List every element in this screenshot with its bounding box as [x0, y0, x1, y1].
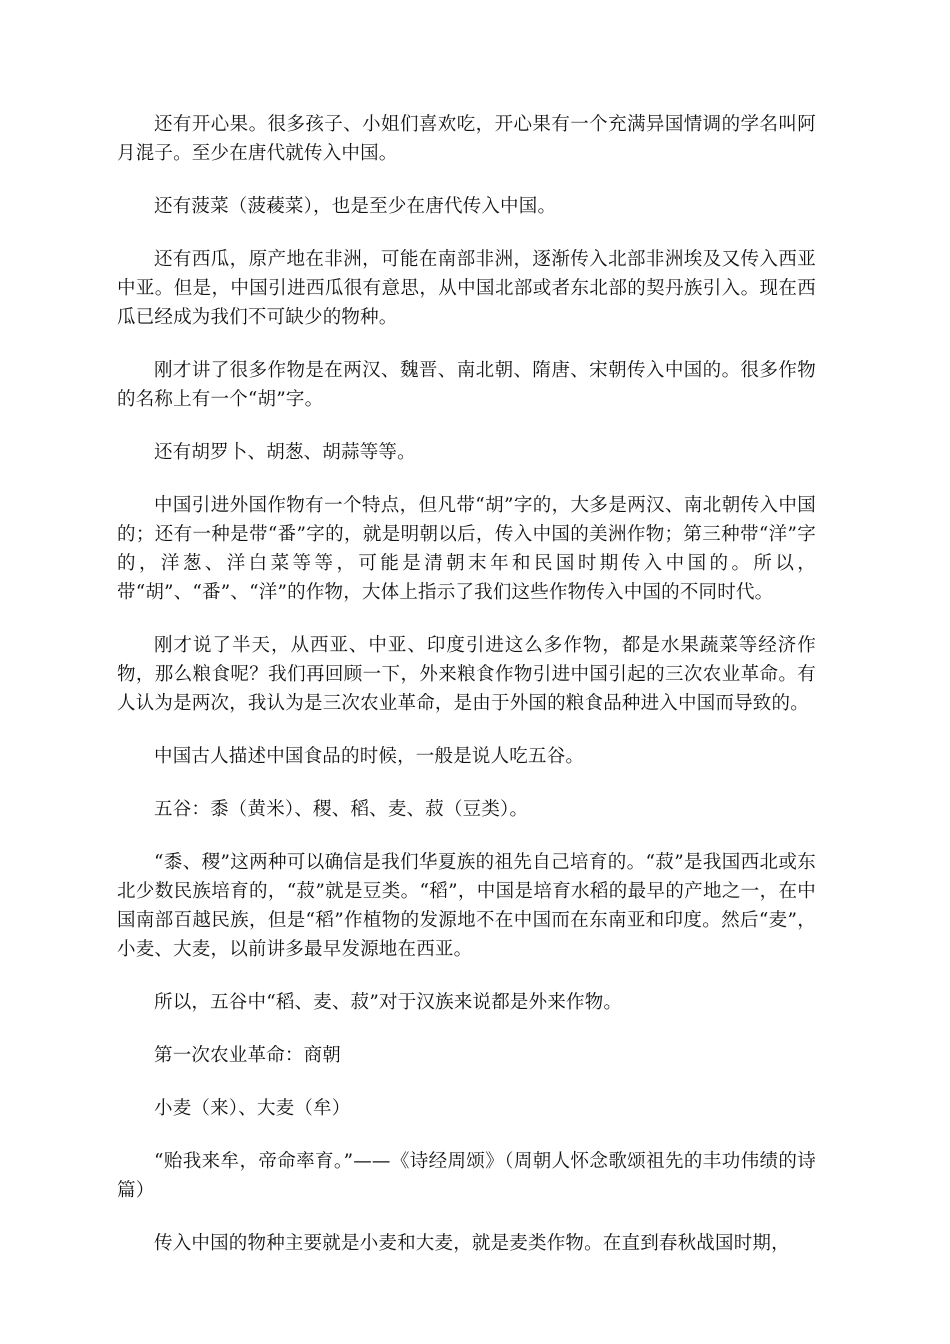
paragraph-hu-crops: 刚才讲了很多作物是在两汉、魏晋、南北朝、隋唐、宋朝传入中国的。很多作物的名称上有一个“胡”字。: [117, 360, 816, 410]
paragraph-foreign-grains: 所以，五谷中“稻、麦、菽”对于汉族来说都是外来作物。: [154, 992, 623, 1013]
paragraph-watermelon: 还有西瓜，原产地在非洲，可能在南部非洲，逐渐传入北部非洲埃及又传入西亚中亚。但是，中国引进西瓜很有意思，从中国北部或者东北部的契丹族引入。现在西瓜已经成为我们不可缺少的物种。: [117, 249, 816, 328]
paragraph-five-grains-list: 五谷：黍（黄米）、稷、稻、麦、菽（豆类）。: [154, 799, 529, 820]
paragraph-spinach: 还有菠菜（菠薐菜），也是至少在唐代传入中国。: [154, 196, 557, 217]
paragraph-wheat-introduction: 传入中国的物种主要就是小麦和大麦，就是麦类作物。在直到春秋战国时期，: [154, 1233, 790, 1254]
paragraph-grain-revolutions: 刚才说了半天，从西亚、中亚、印度引进这么多作物，都是水果蔬菜等经济作物，那么粮食呢？我们再回顾一下，外来粮食作物引进中国引起的三次农业革命。有人认为是两次，我认为是三次农业革命，是由于外国的粮食品种进入中国而导致的。: [117, 635, 816, 714]
paragraph-first-revolution: 第一次农业革命：商朝: [154, 1045, 342, 1066]
paragraph-five-grains-intro: 中国古人描述中国食品的时候，一般是说人吃五谷。: [154, 746, 585, 767]
paragraph-wheat-barley: 小麦（来）、大麦（牟）: [154, 1098, 351, 1119]
paragraph-shijing-quote: “贻我来牟，帝命率育。”——《诗经周颂》（周朝人怀念歌颂祖先的丰功伟绩的诗篇）: [117, 1151, 816, 1201]
paragraph-pistachio: 还有开心果。很多孩子、小姐们喜欢吃，开心果有一个充满异国情调的学名叫阿月混子。至少在唐代就传入中国。: [117, 114, 816, 164]
paragraph-grain-origins: “黍、稷”这两种可以确信是我们华夏族的祖先自己培育的。“菽”是我国西北或东北少数民族培育的，“菽”就是豆类。“稻”，中国是培育水稻的最早的产地之一，在中国南部百越民族，但是“稻”作植物的发源地不在中国而在东南亚和印度。然后“麦”，小麦、大麦，以前讲多最早发源地在西亚。: [117, 852, 816, 960]
paragraph-hu-examples: 还有胡罗卜、胡葱、胡蒜等等。: [154, 442, 416, 463]
paragraph-naming-pattern: 中国引进外国作物有一个特点，但凡带“胡”字的，大多是两汉、南北朝传入中国的；还有一种是带“番”字的，就是明朝以后，传入中国的美洲作物；第三种带“洋”字的，洋葱、洋白菜等等，可能是清朝末年和民国时期传入中国的。所以，带“胡”、“番”、“洋”的作物，大体上指示了我们这些作物传入中国的不同时代。: [117, 495, 816, 603]
